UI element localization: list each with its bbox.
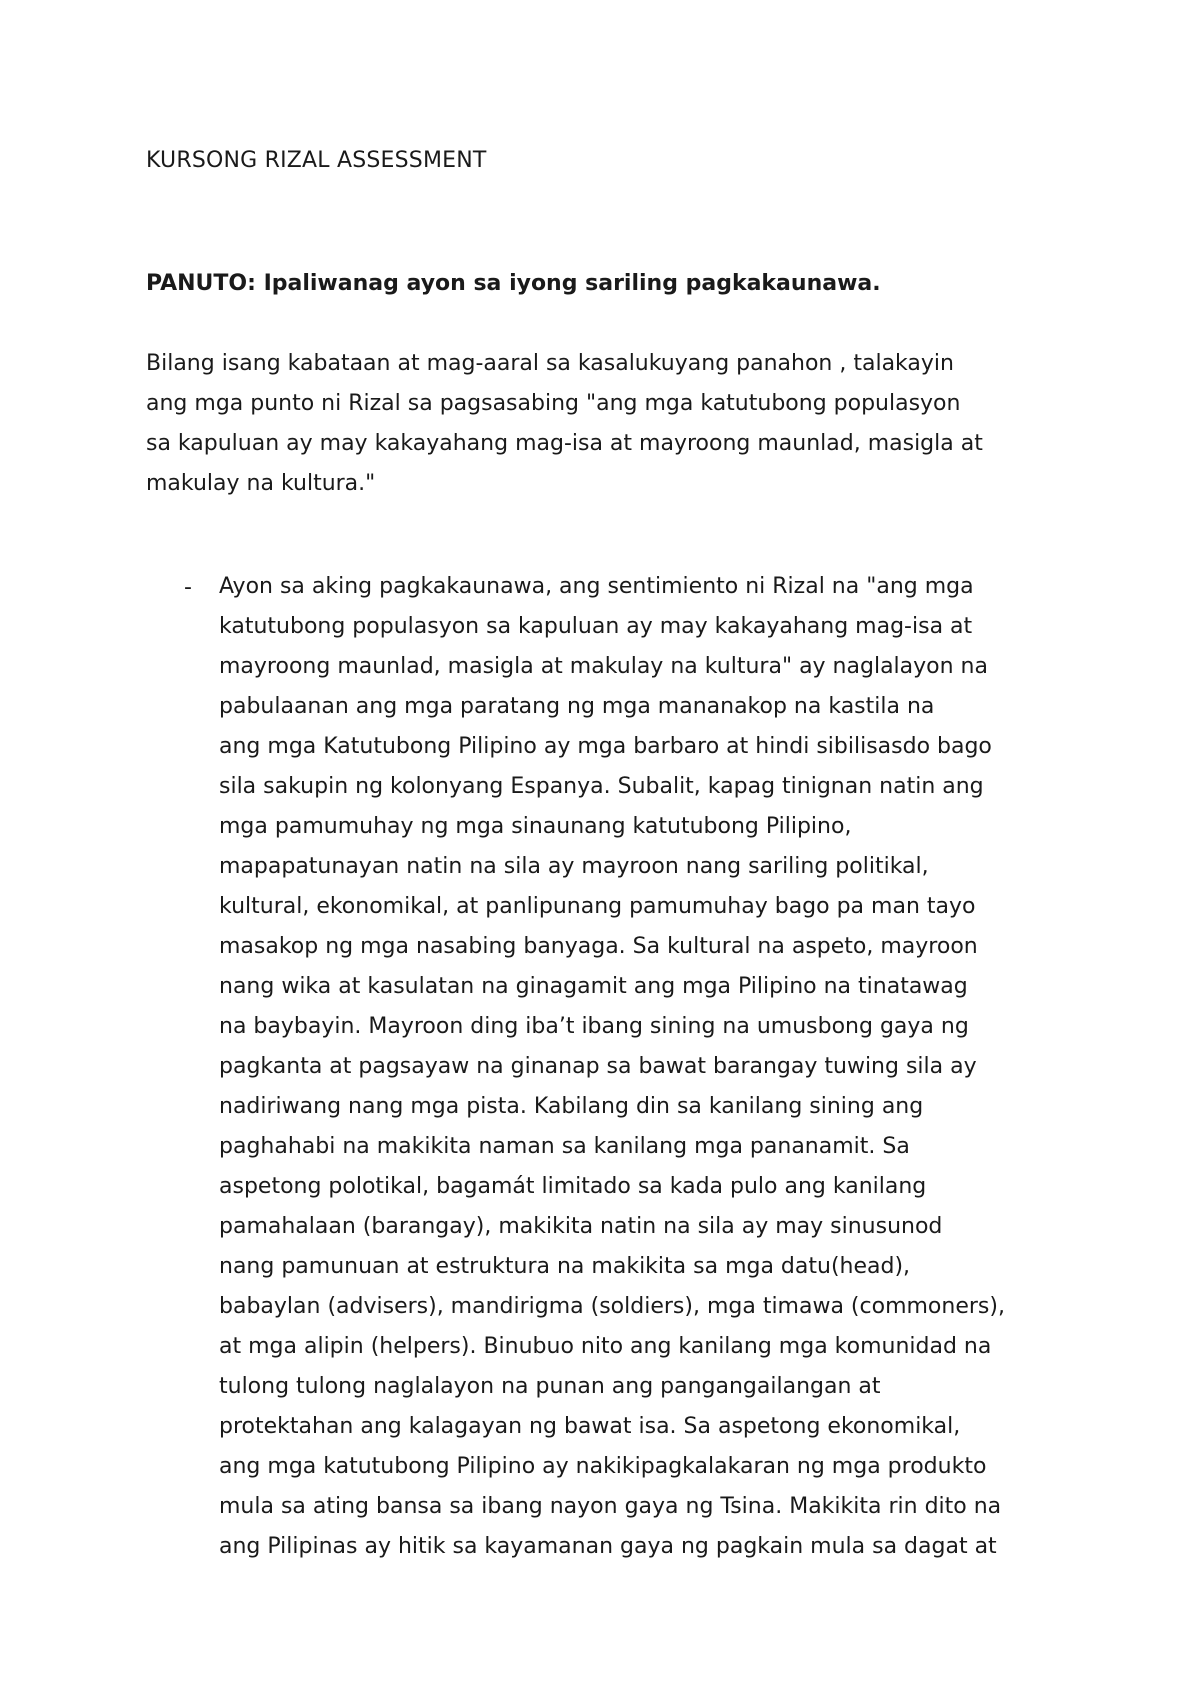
bullet-marker: - bbox=[184, 575, 192, 600]
answer-line: aspetong polotikal, bagamát limitado sa kada pulo ang kanilang bbox=[219, 1174, 927, 1199]
answer-line: sila sakupin ng kolonyang Espanya. Subalit, kapag tinignan natin ang bbox=[219, 774, 984, 799]
answer-line: mga pamumuhay ng mga sinaunang katutubong Pilipino, bbox=[219, 814, 852, 839]
answer-line: paghahabi na makikita naman sa kanilang mga pananamit. Sa bbox=[219, 1134, 910, 1159]
answer-line: mayroong maunlad, masigla at makulay na kultura" ay naglalayon na bbox=[219, 654, 988, 679]
answer-line: nadiriwang nang mga pista. Kabilang din sa kanilang sining ang bbox=[219, 1094, 924, 1119]
answer-line: at mga alipin (helpers). Binubuo nito ang kanilang mga komunidad na bbox=[219, 1334, 992, 1359]
answer-line: masakop ng mga nasabing banyaga. Sa kultural na aspeto, mayroon bbox=[219, 934, 978, 959]
intro-paragraph bbox=[146, 344, 1076, 504]
answer-line: pabulaanan ang mga paratang ng mga mananakop na kastila na bbox=[219, 694, 935, 719]
answer-line: ang mga Katutubong Pilipino ay mga barbaro at hindi sibilisasdo bago bbox=[219, 734, 992, 759]
answer-line: nang pamunuan at estruktura na makikita sa mga datu(head), bbox=[219, 1254, 911, 1279]
intro-line: Bilang isang kabataan at mag-aaral sa kasalukuyang panahon , talakayin bbox=[146, 351, 954, 376]
answer-line: na baybayin. Mayroon ding iba’t ibang sining na umusbong gaya ng bbox=[219, 1014, 969, 1039]
answer-line: tulong tulong naglalayon na punan ang pangangailangan at bbox=[219, 1374, 881, 1399]
answer-line: babaylan (advisers), mandirigma (soldiers), mga timawa (commoners), bbox=[219, 1294, 1005, 1319]
answer-line: pamahalaan (barangay), makikita natin na sila ay may sinusunod bbox=[219, 1214, 943, 1239]
document-title: KURSONG RIZAL ASSESSMENT bbox=[146, 148, 487, 173]
answer-line: mula sa ating bansa sa ibang nayon gaya ng Tsina. Makikita rin dito na bbox=[219, 1494, 1002, 1519]
answer-line: nang wika at kasulatan na ginagamit ang mga Pilipino na tinatawag bbox=[219, 974, 968, 999]
intro-line: sa kapuluan ay may kakayahang mag-isa at mayroong maunlad, masigla at bbox=[146, 431, 983, 456]
instruction-text: PANUTO: Ipaliwanag ayon sa iyong sariling pagkakaunawa. bbox=[146, 271, 881, 296]
answer-paragraph bbox=[219, 567, 1119, 1567]
answer-line: ang Pilipinas ay hitik sa kayamanan gaya ng pagkain mula sa dagat at bbox=[219, 1534, 997, 1559]
answer-line: protektahan ang kalagayan ng bawat isa. Sa aspetong ekonomikal, bbox=[219, 1414, 961, 1439]
answer-line: katutubong populasyon sa kapuluan ay may kakayahang mag-isa at bbox=[219, 614, 973, 639]
answer-line: ang mga katutubong Pilipino ay nakikipagkalakaran ng mga produkto bbox=[219, 1454, 987, 1479]
intro-line: ang mga punto ni Rizal sa pagsasabing "ang mga katutubong populasyon bbox=[146, 391, 961, 416]
intro-line: makulay na kultura." bbox=[146, 471, 376, 496]
answer-line: pagkanta at pagsayaw na ginanap sa bawat barangay tuwing sila ay bbox=[219, 1054, 977, 1079]
answer-line: Ayon sa aking pagkakaunawa, ang sentimiento ni Rizal na "ang mga bbox=[219, 574, 974, 599]
answer-line: mapapatunayan natin na sila ay mayroon nang sariling politikal, bbox=[219, 854, 929, 879]
answer-line: kultural, ekonomikal, at panlipunang pamumuhay bago pa man tayo bbox=[219, 894, 976, 919]
